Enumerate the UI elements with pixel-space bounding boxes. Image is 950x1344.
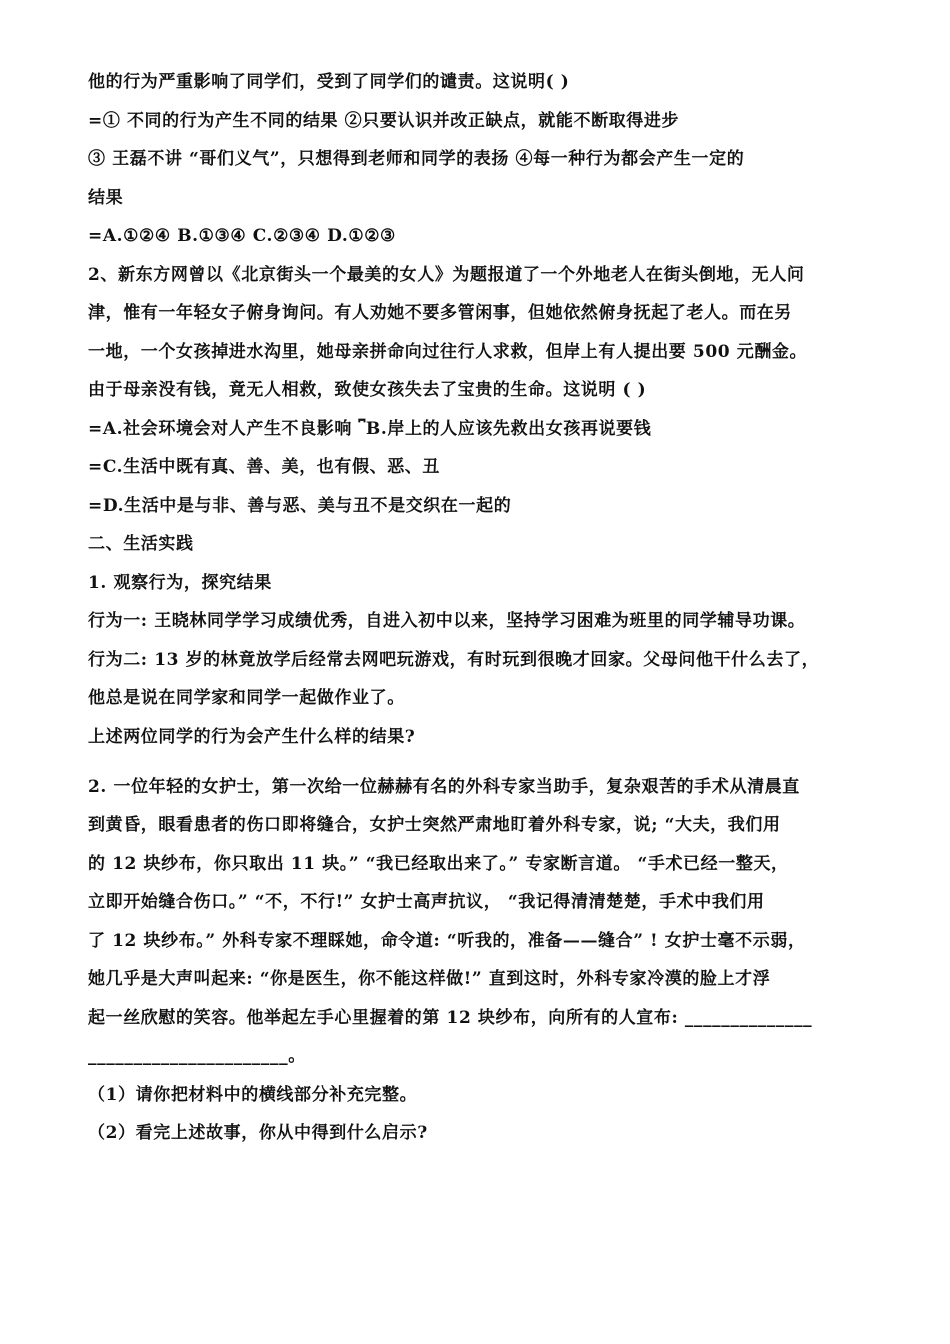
question-heading: 1. 观察行为，探究结果 (88, 572, 272, 593)
text-line: 他的行为严重影响了同学们，受到了同学们的谴责。这说明( ) (88, 72, 570, 92)
text-line: 津，惟有一年轻女子俯身询问。有人劝她不要多管闲事，但她依然俯身抚起了老人。而在另 (88, 303, 792, 323)
story-line: 的 12 块纱布，你只取出 11 块。” “我已经取出来了。” 专家断言道。 “手术已经一整天， (88, 853, 789, 874)
option-d: =D.生活中是与非、善与恶、美与丑不是交织在一起的 (88, 495, 512, 516)
story-line: 立即开始缝合伤口。” “不，不行!” 女护士高声抗议， “我记得清清楚楚，手术中我们用 (88, 892, 765, 912)
story-line: 她几乎是大声叫起来: “你是医生，你不能这样做!” 直到这时，外科专家冷漠的脸上才浮 (88, 969, 771, 989)
option-c: =C.生活中既有真、善、美，也有假、恶、丑 (88, 457, 440, 477)
text-line: 结果 (88, 187, 124, 208)
text-line: ③ 王磊不讲 “哥们义气”，只想得到老师和同学的表扬 ④每一种行为都会产生一定的 (88, 149, 745, 169)
document-page (88, 72, 878, 1162)
story-line: 了 12 块纱布。” 外科专家不理睬她，命令道: “听我的，准备——缝合” ! 女护士毫不示弱， (88, 930, 806, 951)
question-1: （1）请你把材料中的横线部分补充完整。 (88, 1084, 418, 1105)
story-line: 到黄昏，眼看患者的伤口即将缝合，女护士突然严肃地盯着外科专家，说; “大夫，我们用 (88, 815, 781, 835)
answer-options: =A.①②④ B.①③④ C.②③④ D.①②③ (88, 226, 396, 246)
question-2: （2）看完上述故事，你从中得到什么启示? (88, 1123, 428, 1143)
text-line: 上述两位同学的行为会产生什么样的结果? (88, 726, 416, 747)
text-line: 一地，一个女孩掉进水沟里，她母亲拼命向过往行人求救，但岸上有人提出要 500 元酬金。 (88, 341, 808, 362)
text-line: 由于母亲没有钱，竟无人相救，致使女孩失去了宝贵的生命。这说明 ( ) (88, 380, 647, 400)
text-line: =① 不同的行为产生不同的结果 ②只要认识并改正缺点，就能不断取得进步 (88, 110, 680, 131)
text-line: 2、新东方网曾以《北京街头一个最美的女人》为题报道了一个外地老人在街头倒地，无人问 (88, 264, 805, 285)
section-heading: 二、生活实践 (88, 534, 194, 554)
text-line: 他总是说在同学家和同学一起做作业了。 (88, 688, 405, 708)
story-block (88, 777, 878, 1067)
text-line: 行为一: 王晓林同学学习成绩优秀，自进入初中以来，坚持学习困难为班里的同学辅导功课。 (88, 611, 806, 631)
option-a-b: =A.社会环境会对人产生不良影响 ⎴B.岸上的人应该先救出女孩再说要钱 (88, 418, 652, 439)
text-line: 行为二: 13 岁的林竟放学后经常去网吧玩游戏，有时玩到很晚才回家。父母问他干什么去了， (88, 649, 820, 670)
story-line: 2. 一位年轻的女护士，第一次给一位赫赫有名的外科专家当助手，复杂艰苦的手术从清晨直 (88, 776, 800, 797)
story-line: 起一丝欣慰的笑容。他举起左手心里握着的第 12 块纱布，向所有的人宣布: ______________ (88, 1007, 813, 1028)
fill-in-blank-line: ______________________。 (88, 1046, 306, 1066)
